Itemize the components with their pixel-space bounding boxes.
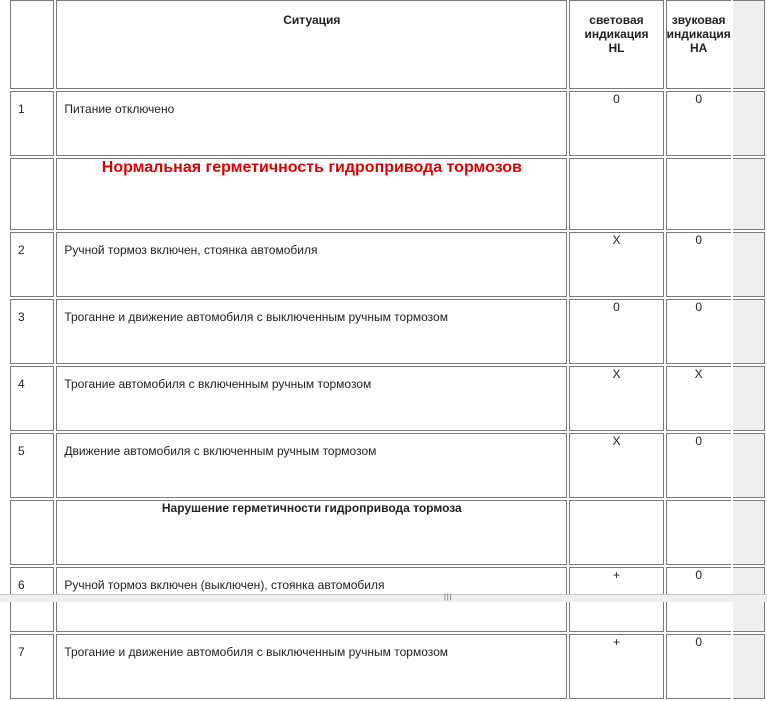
row-light-value: 0 xyxy=(569,91,663,156)
table-row xyxy=(10,366,765,431)
row-number: 7 xyxy=(10,634,54,699)
header-sound-line: звуковая xyxy=(671,13,726,27)
row-sound-value: X xyxy=(666,366,731,431)
row-sound-value: 0 xyxy=(666,634,731,699)
table-row xyxy=(10,433,765,498)
row-situation: Движение автомобиля с включенным ручным тормозом xyxy=(56,433,567,498)
table-row xyxy=(10,634,765,699)
horizontal-scrollbar[interactable] xyxy=(0,594,767,602)
section-light-cell xyxy=(569,158,663,230)
header-sound-line: HA xyxy=(690,41,708,55)
side-column-cell xyxy=(733,232,765,297)
section-row-violation xyxy=(10,500,765,565)
table-row xyxy=(10,91,765,156)
side-column-cell xyxy=(733,0,765,89)
section-number-cell xyxy=(10,158,54,230)
row-number: 1 xyxy=(10,91,54,156)
row-number: 6 xyxy=(10,567,54,632)
row-situation: Трoганне и движение автомобиля с выключенным ручным тормозом xyxy=(56,299,567,364)
header-situation: Ситуация xyxy=(56,0,567,89)
header-number-cell xyxy=(10,0,54,89)
row-number: 5 xyxy=(10,433,54,498)
row-situation: Ручной тормоз включен (выключен), стоянка автомобиля xyxy=(56,567,567,632)
header-light-line: HL xyxy=(608,41,625,55)
section-heading-violation: Нарушение герметичности гидропривода тормоза xyxy=(56,500,567,565)
row-situation: Трогание автомобиля с включенным ручным тормозом xyxy=(56,366,567,431)
row-light-value: 0 xyxy=(569,299,663,364)
row-sound-value: 0 xyxy=(666,91,731,156)
header-sound-indication xyxy=(666,0,731,89)
side-column-cell xyxy=(733,158,765,230)
side-column-cell xyxy=(733,433,765,498)
row-number: 3 xyxy=(10,299,54,364)
header-light-line: световая xyxy=(589,13,644,27)
section-heading-normal: Нормальная герметичность гидропривода тормозов xyxy=(56,158,567,230)
row-light-value: X xyxy=(569,366,663,431)
table-row xyxy=(10,232,765,297)
header-light-line: индикация xyxy=(584,27,649,41)
table-header-row xyxy=(10,0,765,89)
side-column-cell xyxy=(733,299,765,364)
row-light-value: X xyxy=(569,232,663,297)
row-sound-value: 0 xyxy=(666,232,731,297)
side-column-cell xyxy=(733,500,765,565)
header-light-indication xyxy=(569,0,663,89)
row-situation: Трогание и движение автомобиля с выключенным ручным тормозом xyxy=(56,634,567,699)
scrollbar-grip-icon[interactable]: ||| xyxy=(444,594,453,601)
section-row-normal xyxy=(10,158,765,230)
row-number: 2 xyxy=(10,232,54,297)
row-sound-value: 0 xyxy=(666,299,731,364)
row-situation: Питание отключено xyxy=(56,91,567,156)
row-light-value: X xyxy=(569,433,663,498)
row-light-value: + xyxy=(569,567,663,632)
header-sound-line: индикация xyxy=(666,27,731,41)
side-column-cell xyxy=(733,366,765,431)
side-column-cell xyxy=(733,91,765,156)
row-sound-value: 0 xyxy=(666,433,731,498)
section-sound-cell xyxy=(666,500,731,565)
table-row xyxy=(10,299,765,364)
row-number: 4 xyxy=(10,366,54,431)
section-number-cell xyxy=(10,500,54,565)
side-column-cell xyxy=(733,634,765,699)
section-light-cell xyxy=(569,500,663,565)
section-sound-cell xyxy=(666,158,731,230)
row-light-value: + xyxy=(569,634,663,699)
row-situation: Ручной тормоз включен, стоянка автомобиля xyxy=(56,232,567,297)
row-sound-value: 0 xyxy=(666,567,731,632)
